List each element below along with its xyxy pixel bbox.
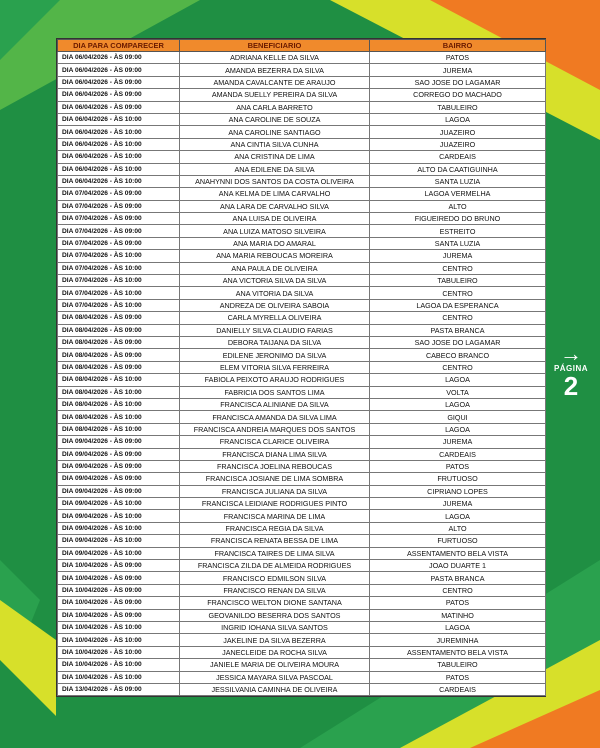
- arrow-right-icon: →: [560, 341, 582, 366]
- cell-beneficiary: FRANCISCA MARINA DE LIMA: [180, 510, 370, 522]
- cell-date: DIA 09/04/2026 - ÀS 09:00: [58, 448, 180, 460]
- cell-beneficiary: JESSICA MAYARA SILVA PASCOAL: [180, 671, 370, 683]
- cell-neighborhood: LAGOA: [370, 374, 546, 386]
- table-row: [58, 175, 546, 187]
- table-row: [58, 671, 546, 683]
- table-row: [58, 225, 546, 237]
- table-row: [58, 113, 546, 125]
- cell-beneficiary: FRANCISCA DIANA LIMA SILVA: [180, 448, 370, 460]
- cell-neighborhood: JUREMA: [370, 436, 546, 448]
- cell-beneficiary: AMANDA SUELLY PEREIRA DA SILVA: [180, 89, 370, 101]
- schedule-table-container: [56, 38, 546, 697]
- table-row: [58, 386, 546, 398]
- cell-beneficiary: EDILENE JERONIMO DA SILVA: [180, 349, 370, 361]
- cell-beneficiary: FRANCISCA RENATA BESSA DE LIMA: [180, 535, 370, 547]
- cell-date: DIA 08/04/2026 - ÀS 09:00: [58, 312, 180, 324]
- column-header-neighborhood: BAIRRO: [370, 40, 546, 52]
- table-row: [58, 659, 546, 671]
- cell-beneficiary: INGRID IOHANA SILVA SANTOS: [180, 621, 370, 633]
- cell-neighborhood: ALTO: [370, 200, 546, 212]
- cell-date: DIA 07/04/2026 - ÀS 10:00: [58, 262, 180, 274]
- cell-neighborhood: JOAO DUARTE 1: [370, 560, 546, 572]
- table-row: [58, 572, 546, 584]
- cell-beneficiary: FABRICIA DOS SANTOS LIMA: [180, 386, 370, 398]
- cell-beneficiary: DEBORA TAIJANA DA SILVA: [180, 336, 370, 348]
- next-page-number: 2: [563, 371, 579, 401]
- table-row: [58, 460, 546, 472]
- cell-date: DIA 06/04/2026 - ÀS 09:00: [58, 52, 180, 64]
- cell-neighborhood: CABECO BRANCO: [370, 349, 546, 361]
- cell-beneficiary: FRANCISCA JOSIANE DE LIMA SOMBRA: [180, 473, 370, 485]
- cell-beneficiary: AMANDA CAVALCANTE DE ARAUJO: [180, 76, 370, 88]
- table-row: [58, 411, 546, 423]
- cell-beneficiary: ANA MARIA DO AMARAL: [180, 237, 370, 249]
- cell-beneficiary: FRANCISCA REGIA DA SILVA: [180, 522, 370, 534]
- cell-neighborhood: FRUTUOSO: [370, 473, 546, 485]
- cell-neighborhood: ESTREITO: [370, 225, 546, 237]
- cell-neighborhood: JUREMA: [370, 498, 546, 510]
- cell-beneficiary: FRANCISCA CLARICE OLIVEIRA: [180, 436, 370, 448]
- table-row: [58, 76, 546, 88]
- cell-beneficiary: FRANCISCA ZILDA DE ALMEIDA RODRIGUES: [180, 560, 370, 572]
- cell-date: DIA 07/04/2026 - ÀS 09:00: [58, 188, 180, 200]
- cell-beneficiary: ANA CAROLINE DE SOUZA: [180, 113, 370, 125]
- cell-date: DIA 09/04/2026 - ÀS 09:00: [58, 473, 180, 485]
- cell-date: DIA 10/04/2026 - ÀS 10:00: [58, 634, 180, 646]
- cell-neighborhood: CENTRO: [370, 312, 546, 324]
- cell-date: DIA 08/04/2026 - ÀS 10:00: [58, 398, 180, 410]
- cell-neighborhood: SAO JOSE DO LAGAMAR: [370, 336, 546, 348]
- cell-beneficiary: FRANCISCO RENAN DA SILVA: [180, 584, 370, 596]
- table-row: [58, 361, 546, 373]
- cell-beneficiary: ANA CARLA BARRETO: [180, 101, 370, 113]
- cell-date: DIA 07/04/2026 - ÀS 09:00: [58, 237, 180, 249]
- cell-date: DIA 10/04/2026 - ÀS 10:00: [58, 621, 180, 633]
- table-row: [58, 621, 546, 633]
- cell-date: DIA 07/04/2026 - ÀS 09:00: [58, 213, 180, 225]
- table-row: [58, 448, 546, 460]
- table-row: [58, 64, 546, 76]
- cell-date: DIA 06/04/2026 - ÀS 09:00: [58, 64, 180, 76]
- cell-date: DIA 08/04/2026 - ÀS 10:00: [58, 386, 180, 398]
- table-row: [58, 349, 546, 361]
- cell-beneficiary: FRANCISCO EDMILSON SILVA: [180, 572, 370, 584]
- table-row: [58, 597, 546, 609]
- cell-date: DIA 07/04/2026 - ÀS 10:00: [58, 250, 180, 262]
- cell-beneficiary: JANECLEIDE DA ROCHA SILVA: [180, 646, 370, 658]
- table-row: [58, 188, 546, 200]
- schedule-table: [57, 39, 546, 696]
- table-row: [58, 52, 546, 64]
- cell-date: DIA 06/04/2026 - ÀS 10:00: [58, 175, 180, 187]
- cell-neighborhood: PATOS: [370, 460, 546, 472]
- cell-neighborhood: PASTA BRANCA: [370, 572, 546, 584]
- table-row: [58, 250, 546, 262]
- cell-beneficiary: ANA MARIA REBOUCAS MOREIRA: [180, 250, 370, 262]
- table-row: [58, 560, 546, 572]
- cell-beneficiary: FRANCISCO WELTON DIONE SANTANA: [180, 597, 370, 609]
- cell-date: DIA 08/04/2026 - ÀS 09:00: [58, 349, 180, 361]
- table-row: [58, 485, 546, 497]
- cell-neighborhood: ASSENTAMENTO BELA VISTA: [370, 547, 546, 559]
- cell-date: DIA 10/04/2026 - ÀS 09:00: [58, 609, 180, 621]
- cell-neighborhood: LAGOA: [370, 621, 546, 633]
- cell-neighborhood: CARDEAIS: [370, 448, 546, 460]
- cell-neighborhood: LAGOA: [370, 423, 546, 435]
- cell-date: DIA 10/04/2026 - ÀS 10:00: [58, 659, 180, 671]
- cell-neighborhood: PASTA BRANCA: [370, 324, 546, 336]
- cell-neighborhood: FIGUEIREDO DO BRUNO: [370, 213, 546, 225]
- table-row: [58, 200, 546, 212]
- cell-neighborhood: ALTO: [370, 522, 546, 534]
- table-row: [58, 336, 546, 348]
- cell-neighborhood: MATINHO: [370, 609, 546, 621]
- table-row: [58, 126, 546, 138]
- cell-date: DIA 07/04/2026 - ÀS 10:00: [58, 299, 180, 311]
- cell-date: DIA 10/04/2026 - ÀS 10:00: [58, 671, 180, 683]
- table-row: [58, 498, 546, 510]
- cell-neighborhood: CARDEAIS: [370, 683, 546, 695]
- cell-neighborhood: PATOS: [370, 52, 546, 64]
- table-row: [58, 163, 546, 175]
- cell-date: DIA 10/04/2026 - ÀS 09:00: [58, 584, 180, 596]
- cell-beneficiary: ANA KELMA DE LIMA CARVALHO: [180, 188, 370, 200]
- cell-date: DIA 06/04/2026 - ÀS 09:00: [58, 76, 180, 88]
- table-row: [58, 275, 546, 287]
- table-row: [58, 436, 546, 448]
- table-row: [58, 609, 546, 621]
- cell-date: DIA 09/04/2026 - ÀS 09:00: [58, 436, 180, 448]
- table-row: [58, 423, 546, 435]
- cell-beneficiary: ANA CAROLINE SANTIAGO: [180, 126, 370, 138]
- cell-beneficiary: ANA PAULA DE OLIVEIRA: [180, 262, 370, 274]
- cell-neighborhood: CARDEAIS: [370, 151, 546, 163]
- cell-date: DIA 10/04/2026 - ÀS 09:00: [58, 560, 180, 572]
- cell-date: DIA 07/04/2026 - ÀS 10:00: [58, 275, 180, 287]
- cell-beneficiary: FABIOLA PEIXOTO ARAUJO RODRIGUES: [180, 374, 370, 386]
- next-page-indicator[interactable]: [548, 341, 594, 401]
- cell-beneficiary: FRANCISCA TAIRES DE LIMA SILVA: [180, 547, 370, 559]
- cell-date: DIA 09/04/2026 - ÀS 09:00: [58, 460, 180, 472]
- cell-neighborhood: ASSENTAMENTO BELA VISTA: [370, 646, 546, 658]
- cell-date: DIA 08/04/2026 - ÀS 09:00: [58, 336, 180, 348]
- table-row: [58, 151, 546, 163]
- cell-date: DIA 13/04/2026 - ÀS 09:00: [58, 683, 180, 695]
- cell-date: DIA 09/04/2026 - ÀS 10:00: [58, 498, 180, 510]
- table-row: [58, 237, 546, 249]
- cell-beneficiary: ANA LUISA DE OLIVEIRA: [180, 213, 370, 225]
- table-row: [58, 473, 546, 485]
- cell-date: DIA 09/04/2026 - ÀS 10:00: [58, 522, 180, 534]
- cell-date: DIA 06/04/2026 - ÀS 10:00: [58, 163, 180, 175]
- cell-beneficiary: ANA CRISTINA DE LIMA: [180, 151, 370, 163]
- table-header-row: [58, 40, 546, 52]
- cell-beneficiary: DANIELLY SILVA CLAUDIO FARIAS: [180, 324, 370, 336]
- cell-beneficiary: AMANDA BEZERRA DA SILVA: [180, 64, 370, 76]
- table-row: [58, 646, 546, 658]
- cell-neighborhood: PATOS: [370, 597, 546, 609]
- table-row: [58, 522, 546, 534]
- cell-beneficiary: ANA LUIZA MATOSO SILVEIRA: [180, 225, 370, 237]
- cell-beneficiary: ANAHYNNI DOS SANTOS DA COSTA OLIVEIRA: [180, 175, 370, 187]
- cell-beneficiary: ANA CINTIA SILVA CUNHA: [180, 138, 370, 150]
- cell-neighborhood: CENTRO: [370, 287, 546, 299]
- cell-date: DIA 09/04/2026 - ÀS 10:00: [58, 547, 180, 559]
- cell-date: DIA 09/04/2026 - ÀS 10:00: [58, 535, 180, 547]
- cell-neighborhood: TABULEIRO: [370, 101, 546, 113]
- table-row: [58, 398, 546, 410]
- cell-beneficiary: JANIELE MARIA DE OLIVEIRA MOURA: [180, 659, 370, 671]
- cell-date: DIA 08/04/2026 - ÀS 10:00: [58, 423, 180, 435]
- cell-date: DIA 06/04/2026 - ÀS 10:00: [58, 113, 180, 125]
- cell-beneficiary: FRANCISCA LEIDIANE RODRIGUES PINTO: [180, 498, 370, 510]
- cell-beneficiary: JAKELINE DA SILVA BEZERRA: [180, 634, 370, 646]
- cell-date: DIA 06/04/2026 - ÀS 10:00: [58, 151, 180, 163]
- column-header-beneficiary: BENEFICIARIO: [180, 40, 370, 52]
- cell-beneficiary: FRANCISCA ANDREIA MARQUES DOS SANTOS: [180, 423, 370, 435]
- cell-neighborhood: LAGOA VERMELHA: [370, 188, 546, 200]
- cell-date: DIA 10/04/2026 - ÀS 09:00: [58, 572, 180, 584]
- cell-beneficiary: ANA VITORIA DA SILVA: [180, 287, 370, 299]
- cell-neighborhood: LAGOA DA ESPERANCA: [370, 299, 546, 311]
- cell-neighborhood: PATOS: [370, 671, 546, 683]
- cell-beneficiary: FRANCISCA ALINIANE DA SILVA: [180, 398, 370, 410]
- table-row: [58, 535, 546, 547]
- cell-date: DIA 07/04/2026 - ÀS 10:00: [58, 287, 180, 299]
- table-row: [58, 312, 546, 324]
- table-body: [58, 52, 546, 696]
- table-row: [58, 262, 546, 274]
- table-row: [58, 299, 546, 311]
- cell-beneficiary: FRANCISCA JULIANA DA SILVA: [180, 485, 370, 497]
- cell-neighborhood: JUAZEIRO: [370, 138, 546, 150]
- cell-neighborhood: LAGOA: [370, 398, 546, 410]
- cell-beneficiary: ANA VICTORIA SILVA DA SILVA: [180, 275, 370, 287]
- cell-neighborhood: JUREMA: [370, 250, 546, 262]
- column-header-date: DIA PARA COMPARECER: [58, 40, 180, 52]
- cell-beneficiary: CARLA MYRELLA OLIVEIRA: [180, 312, 370, 324]
- table-row: [58, 584, 546, 596]
- cell-beneficiary: GEOVANILDO BESERRA DOS SANTOS: [180, 609, 370, 621]
- cell-neighborhood: TABULEIRO: [370, 275, 546, 287]
- cell-date: DIA 09/04/2026 - ÀS 09:00: [58, 485, 180, 497]
- cell-date: DIA 06/04/2026 - ÀS 09:00: [58, 89, 180, 101]
- cell-neighborhood: SANTA LUZIA: [370, 175, 546, 187]
- cell-date: DIA 08/04/2026 - ÀS 09:00: [58, 361, 180, 373]
- cell-date: DIA 09/04/2026 - ÀS 10:00: [58, 510, 180, 522]
- table-row: [58, 213, 546, 225]
- cell-beneficiary: JESSILVANIA CAMINHA DE OLIVEIRA: [180, 683, 370, 695]
- cell-date: DIA 10/04/2026 - ÀS 10:00: [58, 646, 180, 658]
- table-row: [58, 683, 546, 695]
- table-row: [58, 101, 546, 113]
- table-row: [58, 374, 546, 386]
- table-row: [58, 547, 546, 559]
- cell-date: DIA 08/04/2026 - ÀS 10:00: [58, 374, 180, 386]
- cell-date: DIA 06/04/2026 - ÀS 09:00: [58, 101, 180, 113]
- cell-neighborhood: JUREMINHA: [370, 634, 546, 646]
- cell-beneficiary: FRANCISCA AMANDA DA SILVA LIMA: [180, 411, 370, 423]
- table-row: [58, 324, 546, 336]
- cell-neighborhood: SANTA LUZIA: [370, 237, 546, 249]
- cell-neighborhood: ALTO DA CAATIGUINHA: [370, 163, 546, 175]
- cell-beneficiary: ANA EDILENE DA SILVA: [180, 163, 370, 175]
- cell-neighborhood: LAGOA: [370, 113, 546, 125]
- cell-neighborhood: CIPRIANO LOPES: [370, 485, 546, 497]
- cell-date: DIA 08/04/2026 - ÀS 10:00: [58, 411, 180, 423]
- cell-beneficiary: ANA LARA DE CARVALHO SILVA: [180, 200, 370, 212]
- cell-neighborhood: CENTRO: [370, 584, 546, 596]
- cell-neighborhood: CENTRO: [370, 262, 546, 274]
- table-row: [58, 510, 546, 522]
- table-row: [58, 287, 546, 299]
- table-row: [58, 138, 546, 150]
- cell-date: DIA 07/04/2026 - ÀS 09:00: [58, 200, 180, 212]
- cell-neighborhood: GIQUI: [370, 411, 546, 423]
- table-row: [58, 634, 546, 646]
- next-page-label: PÁGINA: [553, 364, 589, 373]
- cell-date: DIA 08/04/2026 - ÀS 09:00: [58, 324, 180, 336]
- cell-beneficiary: FRANCISCA JOELINA REBOUCAS: [180, 460, 370, 472]
- cell-neighborhood: TABULEIRO: [370, 659, 546, 671]
- cell-neighborhood: SAO JOSE DO LAGAMAR: [370, 76, 546, 88]
- cell-beneficiary: ANDREZA DE OLIVEIRA SABOIA: [180, 299, 370, 311]
- cell-neighborhood: FURTUOSO: [370, 535, 546, 547]
- cell-date: DIA 06/04/2026 - ÀS 10:00: [58, 138, 180, 150]
- cell-neighborhood: JUREMA: [370, 64, 546, 76]
- cell-neighborhood: JUAZEIRO: [370, 126, 546, 138]
- cell-neighborhood: CENTRO: [370, 361, 546, 373]
- cell-neighborhood: CORREGO DO MACHADO: [370, 89, 546, 101]
- cell-beneficiary: ELEM VITORIA SILVA FERREIRA: [180, 361, 370, 373]
- cell-date: DIA 06/04/2026 - ÀS 10:00: [58, 126, 180, 138]
- cell-date: DIA 10/04/2026 - ÀS 09:00: [58, 597, 180, 609]
- cell-neighborhood: LAGOA: [370, 510, 546, 522]
- cell-beneficiary: ADRIANA KELLE DA SILVA: [180, 52, 370, 64]
- table-row: [58, 89, 546, 101]
- cell-date: DIA 07/04/2026 - ÀS 09:00: [58, 225, 180, 237]
- cell-neighborhood: VOLTA: [370, 386, 546, 398]
